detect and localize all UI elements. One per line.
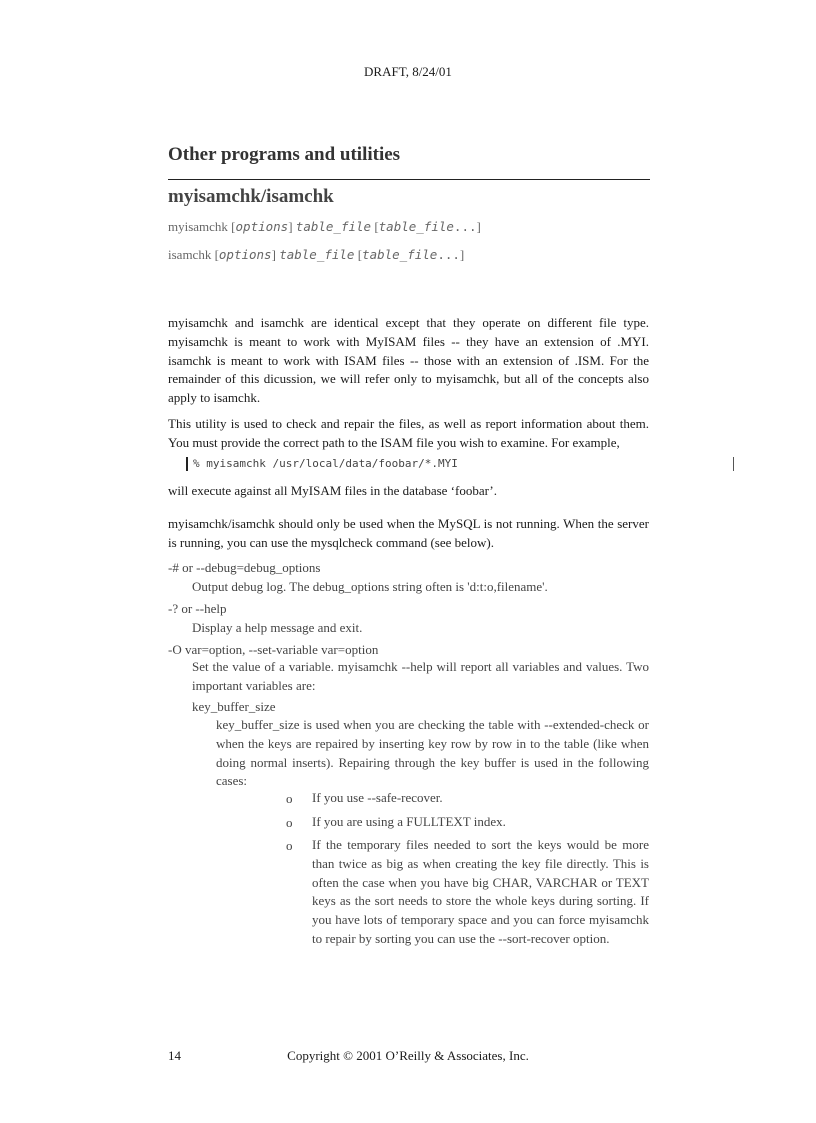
usage-paragraph: This utility is used to check and repair the files, as well as report information about them. You must provide the correct path to the ISAM file you wish to examine. For example, <box>168 416 649 450</box>
page-number: 14 <box>168 1048 181 1063</box>
option-help-desc: Display a help message and exit. <box>192 620 363 635</box>
synopsis-file: table_file <box>362 247 438 262</box>
synopsis-bracket: ] <box>288 219 296 234</box>
synopsis-options: options <box>218 247 272 262</box>
synopsis-file: table_file <box>295 219 372 234</box>
synopsis-bracket: ] <box>476 219 481 234</box>
code-example: % myisamchk /usr/local/data/foobar/*.MYI <box>193 457 458 470</box>
bullet-marker: o <box>286 791 293 806</box>
synopsis-ellipsis: ... <box>453 219 477 234</box>
bullet-fulltext: If you are using a FULLTEXT index. <box>312 814 506 829</box>
bullet-marker: o <box>286 838 293 853</box>
synopsis-cmd: myisamchk [ <box>168 219 236 234</box>
synopsis-cmd: isamchk [ <box>168 247 219 262</box>
server-note-paragraph: myisamchk/isamchk should only be used when the MySQL is not running. When the server is running, you can use the mysqlcheck command (see below). <box>168 516 649 550</box>
option-debug-desc: Output debug log. The debug_options string often is 'd:t:o,filename'. <box>192 579 548 594</box>
key-buffer-term: key_buffer_size <box>192 699 276 714</box>
option-debug-term: -# or --debug=debug_options <box>168 560 321 575</box>
draft-header: DRAFT, 8/24/01 <box>364 64 452 79</box>
footer-copyright: Copyright © 2001 O’Reilly & Associates, Inc. <box>287 1048 529 1063</box>
synopsis-isamchk <box>168 247 464 263</box>
synopsis-ellipsis: ... <box>437 247 460 262</box>
option-set-variable-term: -O var=option, --set-variable var=option <box>168 642 379 657</box>
section-title: myisamchk/isamchk <box>168 186 334 207</box>
code-change-bar <box>186 457 188 471</box>
bullet-safe-recover: If you use --safe-recover. <box>312 790 443 805</box>
synopsis-bracket: [ <box>371 219 379 234</box>
synopsis-file: table_file <box>279 247 355 262</box>
intro-paragraph: myisamchk and isamchk are identical except that they operate on different file type. myisamchk is meant to work with MyISAM files -- they have an extension of .MYI. isamchk is meant to work with ISAM files -- those with an extension of .ISM. For the remainder of this dicussion, we will refer only to myisamchk, but all of the concepts also apply to isamchk. <box>168 315 649 406</box>
chapter-title: Other programs and utilities <box>168 144 401 165</box>
title-rule <box>168 179 650 180</box>
synopsis-bracket: ] <box>271 247 280 262</box>
synopsis-file: table_file <box>378 219 454 234</box>
option-help-term: -? or --help <box>168 601 227 616</box>
option-set-variable-desc: Set the value of a variable. myisamchk --help will report all variables and values. Two important variables are: <box>192 659 649 693</box>
synopsis-bracket: ] <box>459 247 465 262</box>
code-margin-bar <box>733 457 734 471</box>
bullet-marker: o <box>286 815 293 830</box>
bullet-temporary-files: If the temporary files needed to sort the keys would be more than twice as big as when creating the key file directly. This is often the case when you have big CHAR, VARCHAR or TEXT keys as the sort needs to store the whole keys during sorting. If you have lots of temporary space and you can force myisamchk to repair by sorting you can use the --sort-recover option. <box>312 837 649 946</box>
synopsis-options: options <box>235 219 289 234</box>
synopsis-bracket: [ <box>354 247 363 262</box>
key-buffer-desc: key_buffer_size is used when you are checking the table with --extended-check or when the keys are repaired by inserting key row by row in to the table (like when doing normal inserts). Repairing through the key buffer is used in the following cases: <box>216 717 649 789</box>
synopsis-myisamchk <box>168 219 481 235</box>
example-result-paragraph: will execute against all MyISAM files in the database ‘foobar’. <box>168 483 497 498</box>
